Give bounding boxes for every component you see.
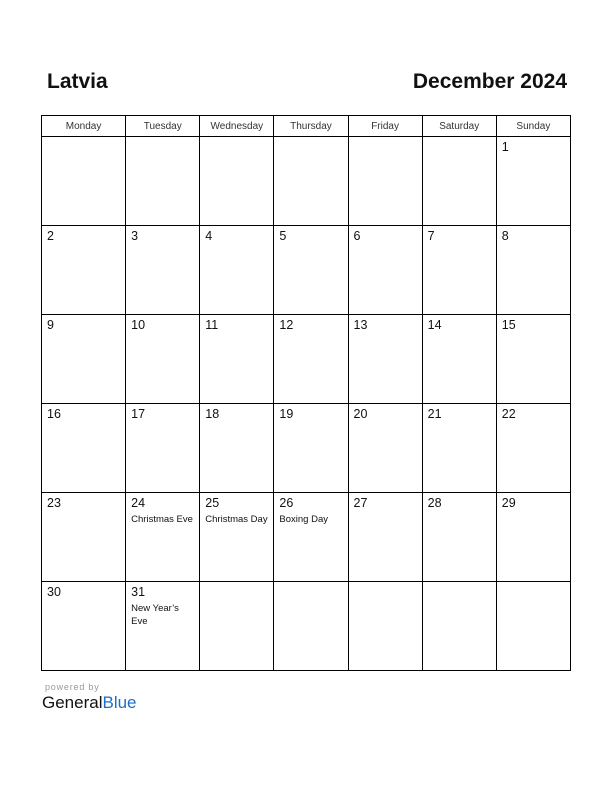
day-number: 7: [427, 229, 435, 243]
day-cell: [126, 226, 200, 315]
holiday-label: Christmas Eve: [131, 514, 193, 525]
day-number: 6: [353, 229, 361, 243]
day-cell: [274, 404, 348, 493]
calendar-header: [45, 70, 567, 100]
calendar-grid: [41, 115, 571, 671]
day-cell: [126, 582, 200, 671]
day-number: 31: [131, 585, 146, 599]
day-number: 14: [427, 318, 442, 332]
empty-day-cell: [422, 582, 496, 671]
holiday-label: Christmas Day: [205, 514, 268, 525]
month-title: December 2024: [412, 70, 567, 93]
empty-day-cell: [348, 137, 422, 226]
day-number: 17: [131, 407, 146, 421]
day-cell: [42, 582, 126, 671]
day-number: 2: [47, 229, 54, 243]
day-cell: [274, 226, 348, 315]
day-number: 20: [353, 407, 368, 421]
week-row: [42, 315, 571, 404]
day-number: 27: [353, 496, 368, 510]
day-number: 30: [47, 585, 61, 599]
day-cell: [422, 493, 496, 582]
empty-day-cell: [42, 137, 126, 226]
day-cell: [496, 315, 570, 404]
day-cell: [200, 226, 274, 315]
day-number: 11: [205, 318, 219, 332]
day-number: 21: [427, 407, 442, 421]
week-row: [42, 582, 571, 671]
day-cell: [126, 404, 200, 493]
day-cell: [348, 493, 422, 582]
powered-by-text: powered by: [45, 682, 100, 692]
weekday-tuesday: Tuesday: [126, 116, 200, 137]
day-cell: [200, 404, 274, 493]
day-cell: [348, 226, 422, 315]
week-row: [42, 404, 571, 493]
weekday-friday: Friday: [348, 116, 422, 137]
week-row: [42, 493, 571, 582]
day-number: 12: [279, 318, 294, 332]
day-cell: [42, 226, 126, 315]
holiday-label: Boxing Day: [279, 514, 328, 525]
day-cell: [200, 315, 274, 404]
day-number: 1: [501, 140, 509, 154]
day-cell: [126, 315, 200, 404]
empty-day-cell: [126, 137, 200, 226]
logo-general: General: [42, 693, 103, 712]
empty-day-cell: [274, 582, 348, 671]
day-cell: [422, 315, 496, 404]
day-cell: [348, 404, 422, 493]
day-cell: [348, 315, 422, 404]
day-cell: [422, 226, 496, 315]
day-cell: [274, 493, 348, 582]
day-number: 29: [501, 496, 516, 510]
day-number: 23: [47, 496, 61, 510]
weekday-monday: Monday: [42, 116, 126, 137]
day-number: 24: [131, 496, 146, 510]
weekday-sunday: Sunday: [496, 116, 570, 137]
day-cell: [496, 137, 570, 226]
generalblue-logo: [42, 693, 137, 713]
day-cell: [42, 493, 126, 582]
day-number: 9: [47, 318, 54, 332]
day-cell: [422, 404, 496, 493]
weekday-saturday: Saturday: [422, 116, 496, 137]
empty-day-cell: [200, 137, 274, 226]
day-cell: [200, 493, 274, 582]
day-number: 18: [205, 407, 220, 421]
day-number: 10: [131, 318, 146, 332]
day-number: 19: [279, 407, 294, 421]
weekday-header-row: [42, 116, 571, 137]
empty-day-cell: [274, 137, 348, 226]
day-number: 22: [501, 407, 516, 421]
day-cell: [496, 226, 570, 315]
country-title: Latvia: [47, 70, 108, 93]
weekday-thursday: Thursday: [274, 116, 348, 137]
day-cell: [42, 404, 126, 493]
day-number: 25: [205, 496, 220, 510]
day-number: 8: [501, 229, 509, 243]
day-cell: [496, 404, 570, 493]
holiday-label: New Year’s Eve: [131, 603, 179, 627]
day-number: 28: [427, 496, 442, 510]
day-cell: [42, 315, 126, 404]
day-number: 15: [501, 318, 516, 332]
logo-blue: Blue: [102, 693, 137, 712]
day-cell: [126, 493, 200, 582]
day-number: 5: [279, 229, 287, 243]
empty-day-cell: [422, 137, 496, 226]
day-cell: [496, 493, 570, 582]
day-number: 3: [131, 229, 139, 243]
empty-day-cell: [348, 582, 422, 671]
day-number: 16: [47, 407, 61, 421]
weekday-wednesday: Wednesday: [200, 116, 274, 137]
day-number: 13: [353, 318, 368, 332]
day-number: 4: [205, 229, 213, 243]
day-cell: [274, 315, 348, 404]
generalblue-branding: [42, 682, 137, 713]
empty-day-cell: [200, 582, 274, 671]
week-row: [42, 137, 571, 226]
empty-day-cell: [496, 582, 570, 671]
day-number: 26: [279, 496, 294, 510]
week-row: [42, 226, 571, 315]
